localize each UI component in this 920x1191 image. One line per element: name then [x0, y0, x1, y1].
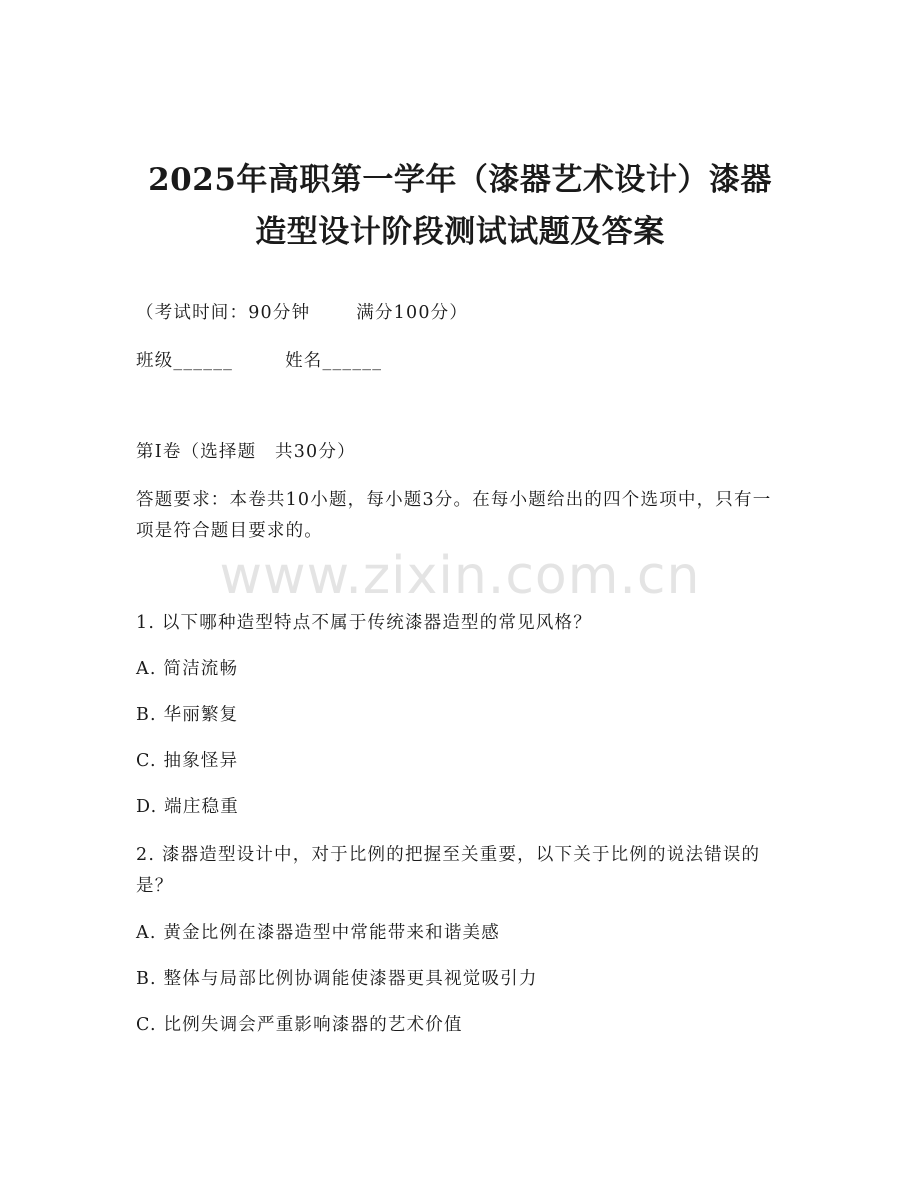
name-field: 姓名______	[285, 351, 383, 371]
question-1-option-d: D. 端庄稳重	[136, 797, 239, 817]
question-1-option-b: B. 华丽繁复	[136, 705, 239, 725]
exam-title-line-2: 造型设计阶段测试试题及答案	[255, 214, 665, 250]
section-title: 第I卷（选择题 共30分）	[136, 442, 356, 462]
question-2-option-c: C. 比例失调会严重影响漆器的艺术价值	[136, 1015, 463, 1035]
exam-meta	[136, 298, 468, 328]
exam-title-line-1: 2025年高职第一学年（漆器艺术设计）漆器	[148, 162, 772, 198]
question-2-option-b: B. 整体与局部比例协调能使漆器更具视觉吸引力	[136, 969, 538, 989]
full-score: 满分100分）	[356, 303, 469, 323]
instructions: 答题要求：本卷共10小题，每小题3分。在每小题给出的四个选项中，只有一项是符合题目要求的。	[136, 490, 772, 541]
exam-title	[120, 154, 800, 258]
question-1-option-a: A. 简洁流畅	[136, 659, 239, 679]
question-1-option-c: C. 抽象怪异	[136, 751, 239, 771]
watermark: www.zixin.com.cn	[219, 546, 701, 606]
student-info	[136, 346, 382, 376]
question-1-stem: 1. 以下哪种造型特点不属于传统漆器造型的常见风格？	[136, 613, 592, 633]
question-2-option-a: A. 黄金比例在漆器造型中常能带来和谐美感	[136, 923, 500, 943]
exam-time: （考试时间：90分钟	[136, 303, 311, 323]
class-field: 班级______	[136, 351, 234, 371]
question-2-stem: 2. 漆器造型设计中，对于比例的把握至关重要，以下关于比例的说法错误的是？	[136, 845, 761, 896]
